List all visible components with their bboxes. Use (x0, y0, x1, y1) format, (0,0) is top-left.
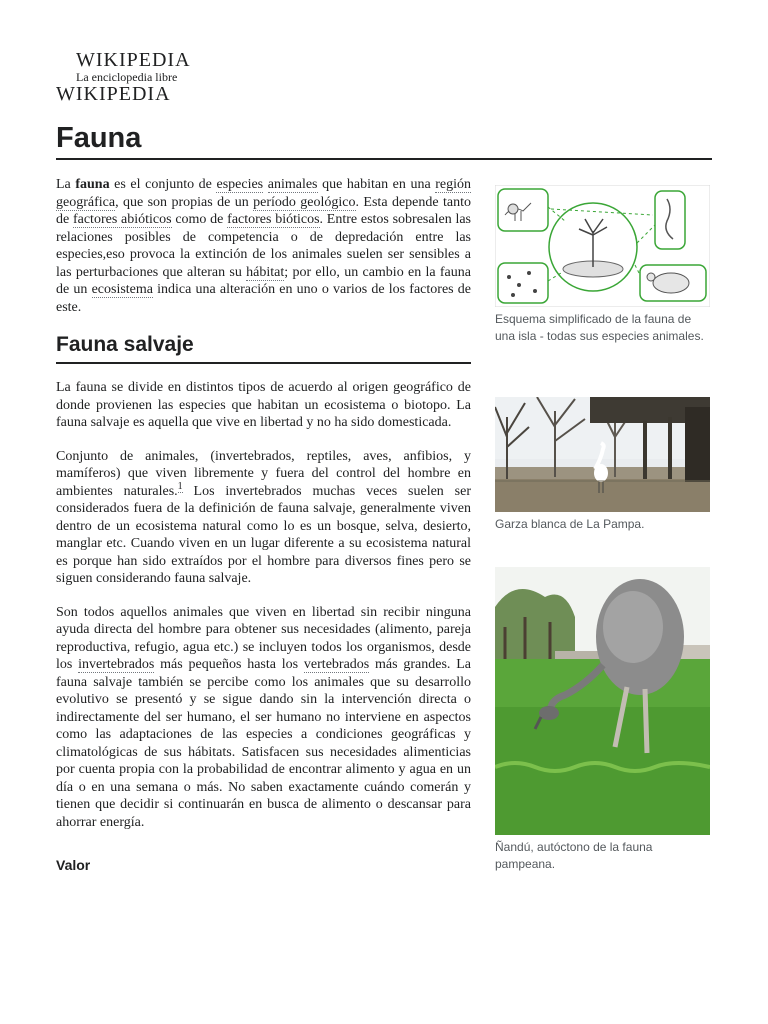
figure-caption: Ñandú, autóctono de la fauna pampeana. (495, 840, 653, 871)
link-vertebrados[interactable]: vertebrados (303, 657, 370, 672)
link-invertebrados[interactable]: invertebrados (78, 657, 155, 672)
link-factores-bioticos[interactable]: factores bióticos (227, 212, 320, 227)
nandu-photo[interactable] (495, 567, 710, 835)
section-paragraph: Conjunto de animales, (invertebrados, reptiles, aves, anfibios, y mamíferos) que viven libremente y fuera del control del hombre en ambientes naturales.$^1$ Los invertebrados muchas veces suelen ser considerados fuera de la definición de fauna salvaje, generalmente viven dentro de un ecosistema natural como lo es un bosque, selva, desierto, manglar etc. Cuando viven en un lugar diferente a su ecosistema natural es porque han sido extraídos por el hombre para diversos fines pero se siguen considerando fauna salvaje. (56, 448, 471, 586)
figure-nandu (495, 567, 710, 873)
link-factores-abioticos[interactable]: factores abióticos (72, 212, 172, 227)
figure-caption: Garza blanca de La Pampa. (495, 517, 645, 531)
link-habitat[interactable]: hábitat (246, 264, 285, 280)
intro-paragraph: La fauna es el conjunto de especies animales que habitan en una región geográfica, que son propias de un período geológico. Esta depende tanto de factores abióticos como de factores bióticos. Entre estos sobresalen las relaciones posibles de competencia o de depredación entre las especies,eso provoca la extinción de los animales suelen ser sensibles a las perturbaciones que alteran su hábitat; por ello, un cambio en la fauna de un ecosistema indica una alteración en uno o varios de los factores de este. (56, 177, 472, 315)
link-periodo-geologico[interactable]: período geológico (253, 194, 356, 210)
logo-wordmark-top: WIKIPEDIA (76, 49, 191, 71)
reference-link[interactable]: 1 (177, 480, 183, 492)
bold-term: fauna (75, 177, 110, 192)
link-ecosistema[interactable]: ecosistema (91, 282, 153, 297)
link-region-geografica[interactable]: región geográfica (56, 177, 472, 210)
figure-island-fauna (495, 185, 710, 345)
logo-wordmark-bottom: WIKIPEDIA (56, 83, 171, 105)
section-heading-fauna-salvaje: Fauna salvaje (56, 332, 471, 364)
logo-tagline: La enciclopedia libre (76, 70, 178, 84)
figure-garza-blanca (495, 397, 710, 533)
wikipedia-logo[interactable] (56, 50, 206, 104)
page-title: Fauna (56, 122, 712, 160)
link-especies[interactable]: especies (216, 177, 264, 192)
island-fauna-diagram[interactable] (495, 185, 710, 307)
article-body (56, 176, 471, 873)
section-heading-valor: Valor (56, 857, 91, 873)
figure-caption: Esquema simplificado de la fauna de una isla - todas sus especies animales. (495, 312, 704, 343)
garza-blanca-photo[interactable] (495, 397, 710, 512)
link-animales[interactable]: animales (267, 177, 318, 192)
section-paragraph: La fauna se divide en distintos tipos de acuerdo al origen geográfico de donde provienen las especies que habitan un ecosistema o biotopo. La fauna salvaje es aquella que vive en libertad y no ha sido domesticada. (56, 380, 471, 430)
section-paragraph: Son todos aquellos animales que viven en libertad sin recibir ninguna ayuda directa del hombre para obtener sus necesidades (alimento, pareja reproductiva, refugio, agua etc.) se incluyen todos los organismos, desde los invertebrados más pequeños hasta los vertebrados más grandes. La fauna salvaje también se percibe como los animales que su desarrollo evolutivo se presentó y se sigue dando sin la intervención directa o indirectamente del ser humano, el ser humano no interviene en aspectos como las adaptaciones de las especies a condiciones geográficas y climatológicas de sus hábitats. Satisfacen sus necesidades alimenticias por cuenta propia con la probabilidad de encontrar alimento y agua en un día o en una semana o más. No saben exactamente cuándo comerán y tienen que decidir si continuarán en busca de alimento o descansar para ahorrar energía. (56, 604, 472, 830)
